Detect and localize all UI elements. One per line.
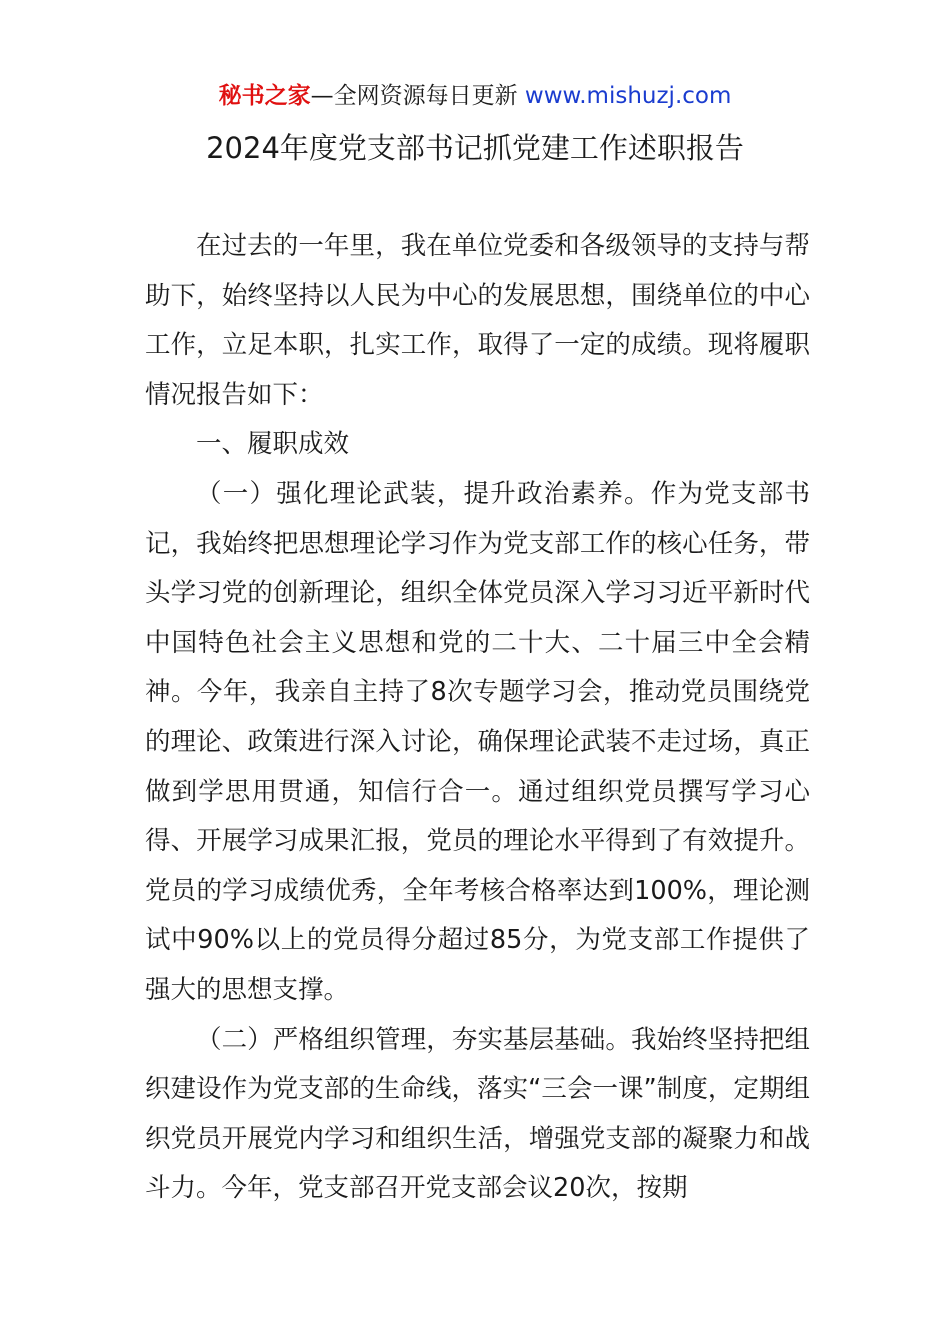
site-header: [0, 80, 950, 112]
header-tagline: —全网资源每日更新: [310, 83, 525, 109]
intro-paragraph: 在过去的一年里，我在单位党委和各级领导的支持与帮助下，始终坚持以人民为中心的发展思想，围绕单位的中心工作，立足本职，扎实工作，取得了一定的成绩。现将履职情况报告如下：: [145, 231, 810, 410]
site-url-link[interactable]: www.mishuzj.com: [524, 83, 732, 109]
document-body: [145, 222, 810, 1214]
section-heading: 一、履职成效: [196, 429, 350, 460]
brand-name: 秘书之家: [218, 83, 311, 109]
body-paragraph: （二）严格组织管理，夯实基层基础。我始终坚持把组织建设作为党支部的生命线，落实“三会一课”制度，定期组织党员开展党内学习和组织生活，增强党支部的凝聚力和战斗力。今年，党支部召开党支部会议20次，按期: [145, 1024, 810, 1204]
document-title: 2024年度党支部书记抓党建工作述职报告: [206, 131, 744, 165]
body-paragraph: （一）强化理论武装，提升政治素养。作为党支部书记，我始终把思想理论学习作为党支部工作的核心任务，带头学习党的创新理论，组织全体党员深入学习习近平新时代中国特色社会主义思想和党的二十大、二十届三中全会精神。今年，我亲自主持了8次专题学习会，推动党员围绕党的理论、政策进行深入讨论，确保理论武装不走过场，真正做到学思用贯通，知信行合一。通过组织党员撰写学习心得、开展学习成果汇报，党员的理论水平得到了有效提升。党员的学习成绩优秀，全年考核合格率达到100%，理论测试中90%以上的党员得分超过85分，为党支部工作提供了强大的思想支撑。: [145, 478, 810, 1005]
